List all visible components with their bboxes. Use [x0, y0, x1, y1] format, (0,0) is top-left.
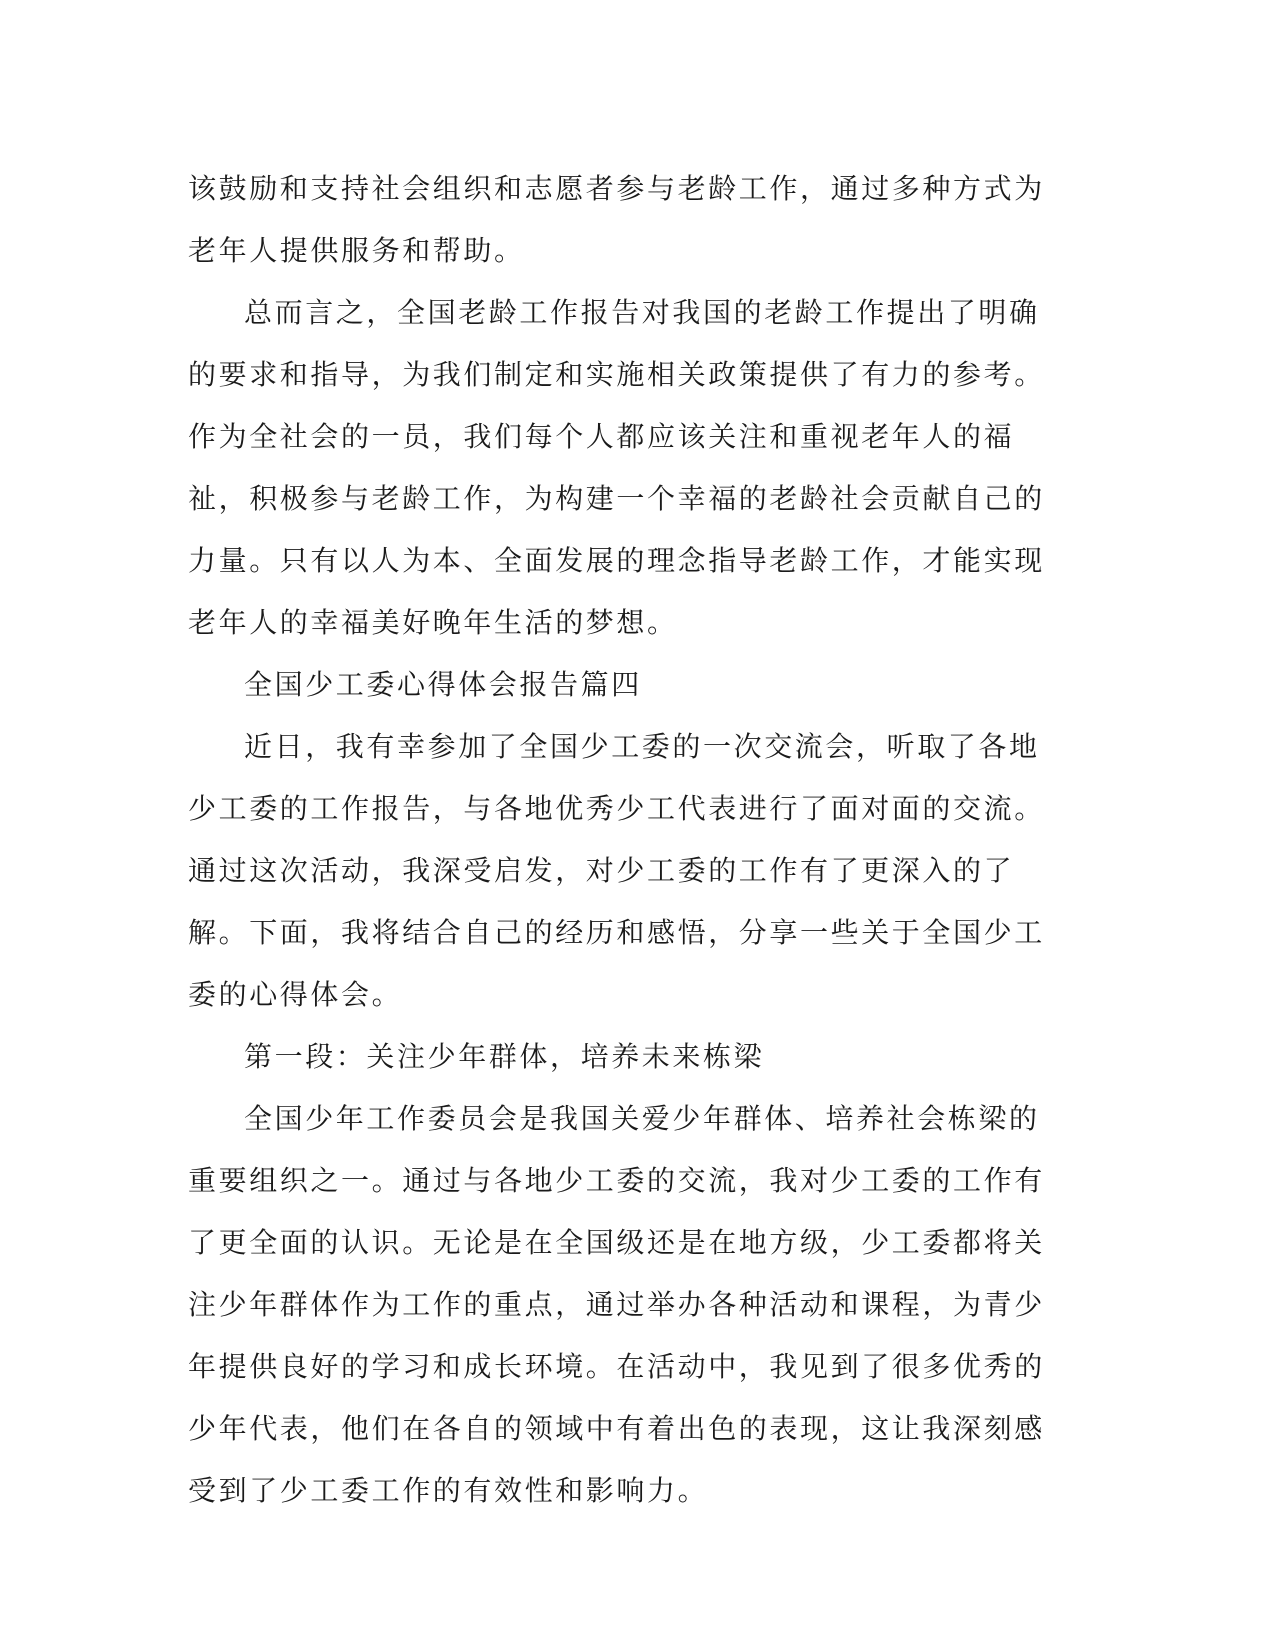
document-body [188, 158, 1068, 1522]
paragraph-body: 全国少年工作委员会是我国关爱少年群体、培养社会栋梁的重要组织之一。通过与各地少工委的交流，我对少工委的工作有了更全面的认识。无论是在全国级还是在地方级，少工委都将关注少年群体作为工作的重点，通过举办各种活动和课程，为青少年提供良好的学习和成长环境。在活动中，我见到了很多优秀的少年代表，他们在各自的领域中有着出色的表现，这让我深刻感受到了少工委工作的有效性和影响力。 [188, 1102, 1045, 1507]
paragraph-continued: 该鼓励和支持社会组织和志愿者参与老龄工作，通过多种方式为老年人提供服务和帮助。 [188, 172, 1045, 267]
paragraph-intro: 近日，我有幸参加了全国少工委的一次交流会，听取了各地少工委的工作报告，与各地优秀少工代表进行了面对面的交流。通过这次活动，我深受启发，对少工委的工作有了更深入的了解。下面，我将结合自己的经历和感悟，分享一些关于全国少工委的心得体会。 [188, 730, 1045, 1011]
subsection-title: 第一段：关注少年群体，培养未来栋梁 [244, 1040, 765, 1073]
paragraph-summary: 总而言之，全国老龄工作报告对我国的老龄工作提出了明确的要求和指导，为我们制定和实施相关政策提供了有力的参考。作为全社会的一员，我们每个人都应该关注和重视老年人的福祉，积极参与老龄工作，为构建一个幸福的老龄社会贡献自己的力量。只有以人为本、全面发展的理念指导老龄工作，才能实现老年人的幸福美好晚年生活的梦想。 [188, 296, 1045, 639]
section-title: 全国少工委心得体会报告篇四 [244, 668, 642, 701]
